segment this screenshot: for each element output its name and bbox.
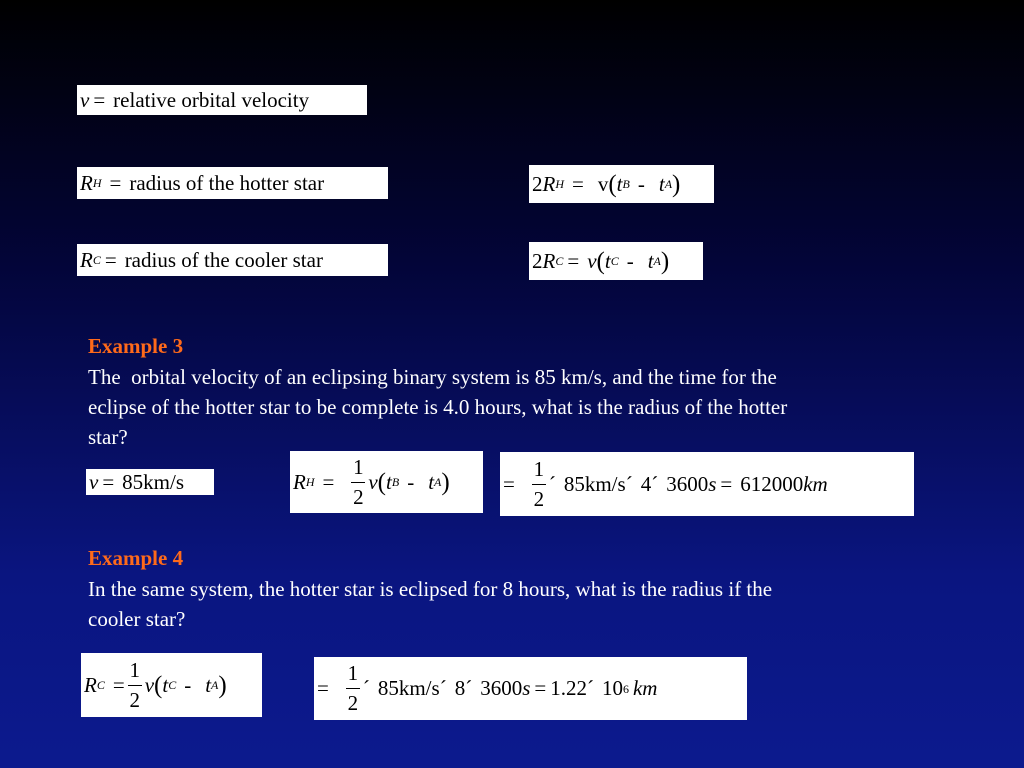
example4-heading: Example 4 — [88, 546, 184, 570]
velocity-value: 85km/s — [122, 469, 185, 494]
var-t: t — [604, 248, 611, 273]
unit-km: km — [632, 676, 658, 700]
var-t: t — [205, 672, 212, 697]
sub-a: A — [653, 254, 661, 268]
equals: = — [93, 87, 106, 112]
minus: - — [626, 248, 634, 273]
var-v: v — [587, 248, 597, 273]
times: ´ — [362, 676, 370, 700]
times: ´ — [465, 676, 473, 700]
minus: - — [407, 469, 415, 494]
fraction-half — [346, 663, 360, 714]
formula-cool-box — [529, 242, 703, 280]
times: ´ — [651, 471, 659, 496]
var-v: v — [597, 171, 609, 196]
equals: = — [503, 471, 515, 496]
var-r: R — [80, 170, 93, 195]
unit-s: s — [522, 676, 531, 700]
equals: = — [720, 471, 733, 496]
paren-open: ( — [608, 170, 617, 198]
mantissa-value: 1.22 — [550, 676, 587, 700]
coef: 2 — [532, 248, 543, 273]
example3-calc-box — [500, 452, 914, 516]
var-r: R — [542, 171, 556, 196]
seconds-value: 3600 — [666, 471, 709, 496]
var-r: R — [293, 469, 306, 494]
paren-close: ) — [441, 468, 450, 496]
hours-value: 4 — [640, 471, 652, 496]
coef: 2 — [532, 171, 543, 196]
minus: - — [637, 171, 645, 196]
hours-value: 8 — [454, 676, 466, 700]
example3-formula-box — [290, 451, 483, 513]
sub-c: C — [92, 253, 101, 267]
seconds-value: 3600 — [480, 676, 523, 700]
sub-h: H — [92, 176, 102, 190]
example3-line3: star? — [88, 425, 128, 449]
def-velocity-text: relative orbital velocity — [113, 87, 310, 112]
var-t: t — [658, 171, 665, 196]
def-cool-radius-text: radius of the cooler star — [124, 247, 323, 272]
var-r: R — [80, 247, 93, 272]
sub-c: C — [555, 254, 564, 268]
sub-c: C — [168, 678, 177, 692]
var-t: t — [647, 248, 654, 273]
equals: = — [317, 676, 329, 700]
sub-b: B — [622, 177, 630, 191]
times: ´ — [548, 471, 556, 496]
var-r: R — [84, 672, 97, 697]
sub-b: B — [391, 475, 400, 489]
sub-a: A — [434, 475, 442, 489]
paren-close: ) — [218, 671, 227, 699]
minus: - — [184, 672, 192, 697]
sub-c: C — [610, 254, 619, 268]
example4-line1: In the same system, the hotter star is eclipsed for 8 hours, what is the radius if the — [88, 577, 773, 601]
example3-line1: The orbital velocity of an eclipsing binary system is 85 km/s, and the time for the — [88, 365, 777, 389]
denominator: 2 — [353, 484, 364, 509]
var-v: v — [144, 672, 155, 697]
sub-c: C — [96, 678, 105, 692]
equals: = — [109, 170, 122, 195]
equals: = — [112, 672, 125, 697]
paren-open: ( — [154, 671, 163, 699]
numerator: 1 — [129, 657, 140, 682]
formula-hot-box — [529, 165, 714, 203]
numerator: 1 — [347, 661, 359, 685]
equals: = — [534, 676, 547, 700]
paren-close: ) — [660, 247, 670, 275]
def-velocity-box — [77, 85, 367, 115]
sub-h: H — [305, 475, 315, 489]
speed-value: 85km/s — [563, 471, 626, 496]
example4-formula-box — [81, 653, 262, 717]
example4-calc-box — [314, 657, 747, 720]
numerator: 1 — [353, 454, 364, 479]
var-v: v — [89, 469, 99, 494]
sub-a: A — [211, 678, 219, 692]
denominator: 2 — [347, 691, 359, 715]
fraction-half — [532, 456, 546, 511]
paren-open: ( — [377, 468, 386, 496]
var-t: t — [162, 672, 169, 697]
power-base: 10 — [601, 676, 623, 700]
fraction-half — [351, 454, 365, 509]
paren-open: ( — [596, 247, 605, 275]
equals: = — [567, 248, 580, 273]
equals: = — [102, 469, 115, 494]
sub-h: H — [555, 177, 564, 191]
times: ´ — [586, 676, 594, 700]
paren-close: ) — [672, 170, 681, 198]
result-value: 612000 — [740, 471, 804, 496]
var-t: t — [616, 171, 623, 196]
var-t: t — [386, 469, 392, 494]
sub-a: A — [664, 177, 673, 191]
var-t: t — [428, 469, 435, 494]
numerator: 1 — [533, 456, 545, 481]
unit-s: s — [708, 471, 717, 496]
example4-line2: cooler star? — [88, 607, 186, 631]
times: ´ — [439, 676, 447, 700]
speed-value: 85km/s — [377, 676, 440, 700]
def-hot-radius-text: radius of the hotter star — [129, 170, 325, 195]
equals: = — [572, 171, 584, 196]
var-v: v — [80, 87, 90, 112]
unit-km: km — [803, 471, 828, 496]
example3-velocity-box — [86, 469, 214, 495]
power-exponent: 6 — [622, 681, 629, 696]
equals: = — [322, 469, 335, 494]
var-v: v — [368, 469, 378, 494]
var-r: R — [542, 248, 556, 273]
def-cool-radius-box — [77, 244, 388, 276]
denominator: 2 — [129, 687, 140, 712]
def-hot-radius-box — [77, 167, 388, 199]
equals: = — [104, 247, 117, 272]
example3-heading: Example 3 — [88, 334, 184, 358]
denominator: 2 — [533, 486, 545, 511]
fraction-half — [128, 657, 142, 712]
times: ´ — [625, 471, 633, 496]
example3-line2: eclipse of the hotter star to be complete is 4.0 hours, what is the radius of the hotter — [88, 395, 788, 419]
